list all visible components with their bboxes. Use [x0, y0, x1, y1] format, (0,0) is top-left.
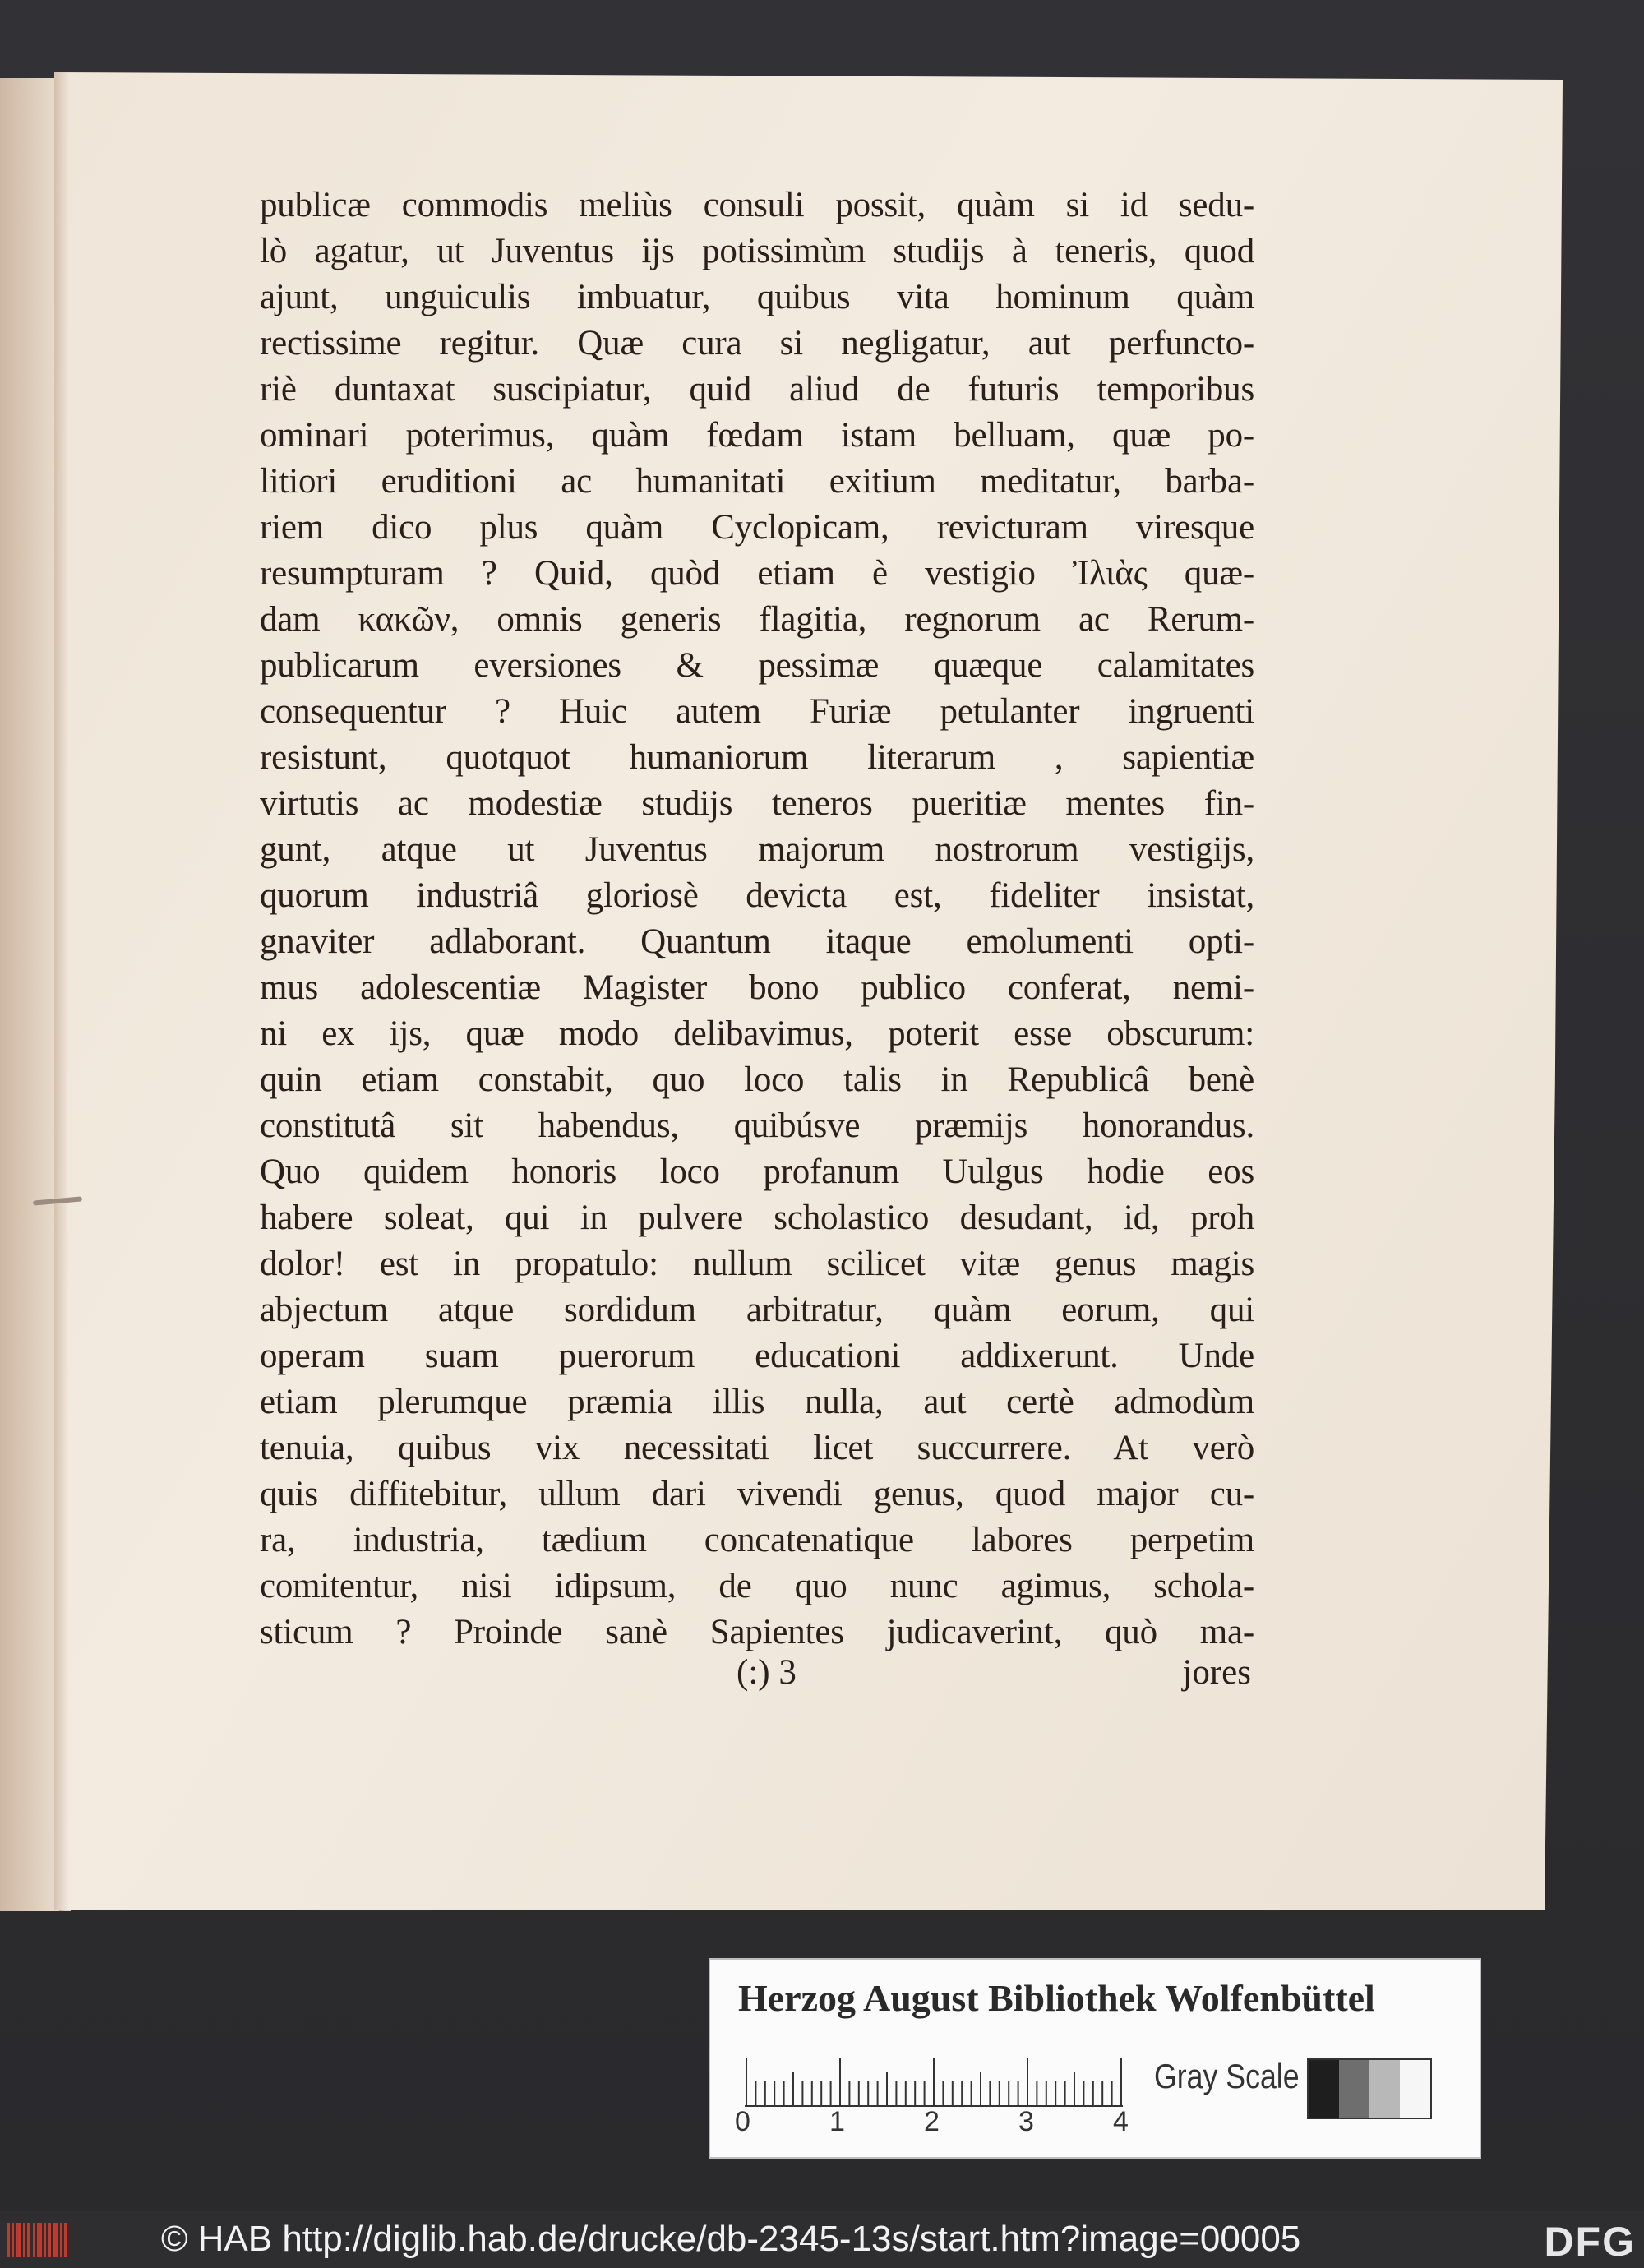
text-line: comitentur, nisi idipsum, de quo nunc agimus, schola-: [260, 1567, 1254, 1605]
gray-swatch: [1339, 2060, 1369, 2118]
catchword: jores: [1182, 1653, 1251, 1692]
text-line: mus adolescentiæ Magister bono publico conferat, nemi-: [260, 968, 1254, 1007]
text-line: riè duntaxat suscipiatur, quid aliud de futuris temporibus: [260, 370, 1254, 409]
text-line: consequentur ? Huic autem Furiæ petulanter ingruenti: [260, 692, 1254, 731]
text-line: rectissime regitur. Quæ cura si negligatur, aut perfuncto-: [260, 324, 1254, 363]
signature-mark: (:) 3: [737, 1653, 797, 1692]
text-line: ajunt, unguiculis imbuatur, quibus vita hominum quàm: [260, 278, 1254, 316]
text-line: lò agatur, ut Juventus ijs potissimùm studijs à teneris, quod: [260, 232, 1254, 270]
text-line: sticum ? Proinde sanè Sapientes judicaverint, quò ma-: [260, 1613, 1254, 1651]
text-line: resistunt, quotquot humaniorum literarum , sapientiæ: [260, 738, 1254, 777]
text-line: dolor! est in propatulo: nullum scilicet vitæ genus magis: [260, 1245, 1254, 1283]
text-line: resumpturam ? Quid, quòd etiam è vestigio Ἰλιὰς quæ-: [260, 554, 1254, 593]
text-line: publicæ commodis meliùs consuli possit, quàm si id sedu-: [260, 186, 1254, 224]
text-line: abjectum atque sordidum arbitratur, quàm eorum, qui: [260, 1291, 1254, 1329]
text-line: ra, industria, tædium concatenatique labores perpetim: [260, 1521, 1254, 1559]
page-footer-row: [260, 1652, 1254, 1698]
ruler-label-4: 4: [1113, 2106, 1129, 2137]
gray-scale-swatches: [1307, 2058, 1432, 2119]
text-line: quorum industriâ gloriosè devicta est, fideliter insistat,: [260, 876, 1254, 915]
text-line: Quo quidem honoris loco profanum Uulgus hodie eos: [260, 1152, 1254, 1191]
text-line: ominari poterimus, quàm fœdam istam belluam, quæ po-: [260, 416, 1254, 455]
page-text: [260, 182, 1254, 1656]
ruler-label-3: 3: [1018, 2106, 1034, 2137]
gray-swatch: [1369, 2060, 1400, 2118]
ruler-scale: [745, 2058, 1123, 2108]
text-line: ni ex ijs, quæ modo delibavimus, poterit esse obscurum:: [260, 1014, 1254, 1053]
text-line: tenuia, quibus vix necessitati licet succurrere. At verò: [260, 1429, 1254, 1467]
text-line: litiori eruditioni ac humanitati exitium meditatur, barba-: [260, 462, 1254, 501]
text-line: dam κακῶν, omnis generis flagitia, regnorum ac Rerum-: [260, 600, 1254, 639]
reference-card: [709, 1958, 1481, 2159]
text-line: gunt, atque ut Juventus majorum nostrorum vestigijs,: [260, 830, 1254, 869]
ruler-label-0: 0: [735, 2106, 750, 2137]
footer-bar: [0, 2211, 1644, 2268]
gray-swatch: [1309, 2060, 1339, 2118]
library-title: Herzog August Bibliothek Wolfenbüttel: [738, 1977, 1375, 2019]
text-line: habere soleat, qui in pulvere scholastico desudant, id, proh: [260, 1199, 1254, 1237]
text-line: gnaviter adlaborant. Quantum itaque emolumenti opti-: [260, 922, 1254, 961]
ruler-label-2: 2: [924, 2106, 940, 2137]
text-line: etiam plerumque præmia illis nulla, aut certè admodùm: [260, 1383, 1254, 1421]
dfg-logo: DFG: [1544, 2219, 1636, 2265]
text-line: constitutâ sit habendus, quibúsve præmijs honorandus.: [260, 1106, 1254, 1145]
text-line: riem dico plus quàm Cyclopicam, revicturam viresque: [260, 508, 1254, 547]
text-line: publicarum eversiones & pessimæ quæque calamitates: [260, 646, 1254, 685]
copyright-url[interactable]: © HAB http://diglib.hab.de/drucke/db-2345-13s/start.htm?image=00005: [161, 2219, 1301, 2259]
gray-scale-label: Gray Scale: [1154, 2057, 1300, 2095]
text-line: quin etiam constabit, quo loco talis in Republicâ benè: [260, 1060, 1254, 1099]
ruler-label-1: 1: [829, 2106, 845, 2137]
text-line: operam suam puerorum educationi addixerunt. Unde: [260, 1337, 1254, 1375]
text-line: quis diffitebitur, ullum dari vivendi genus, quod major cu-: [260, 1475, 1254, 1513]
barcode-icon: [7, 2223, 67, 2257]
text-line: virtutis ac modestiæ studijs teneros pueritiæ mentes fin-: [260, 784, 1254, 823]
gray-swatch: [1400, 2060, 1430, 2118]
